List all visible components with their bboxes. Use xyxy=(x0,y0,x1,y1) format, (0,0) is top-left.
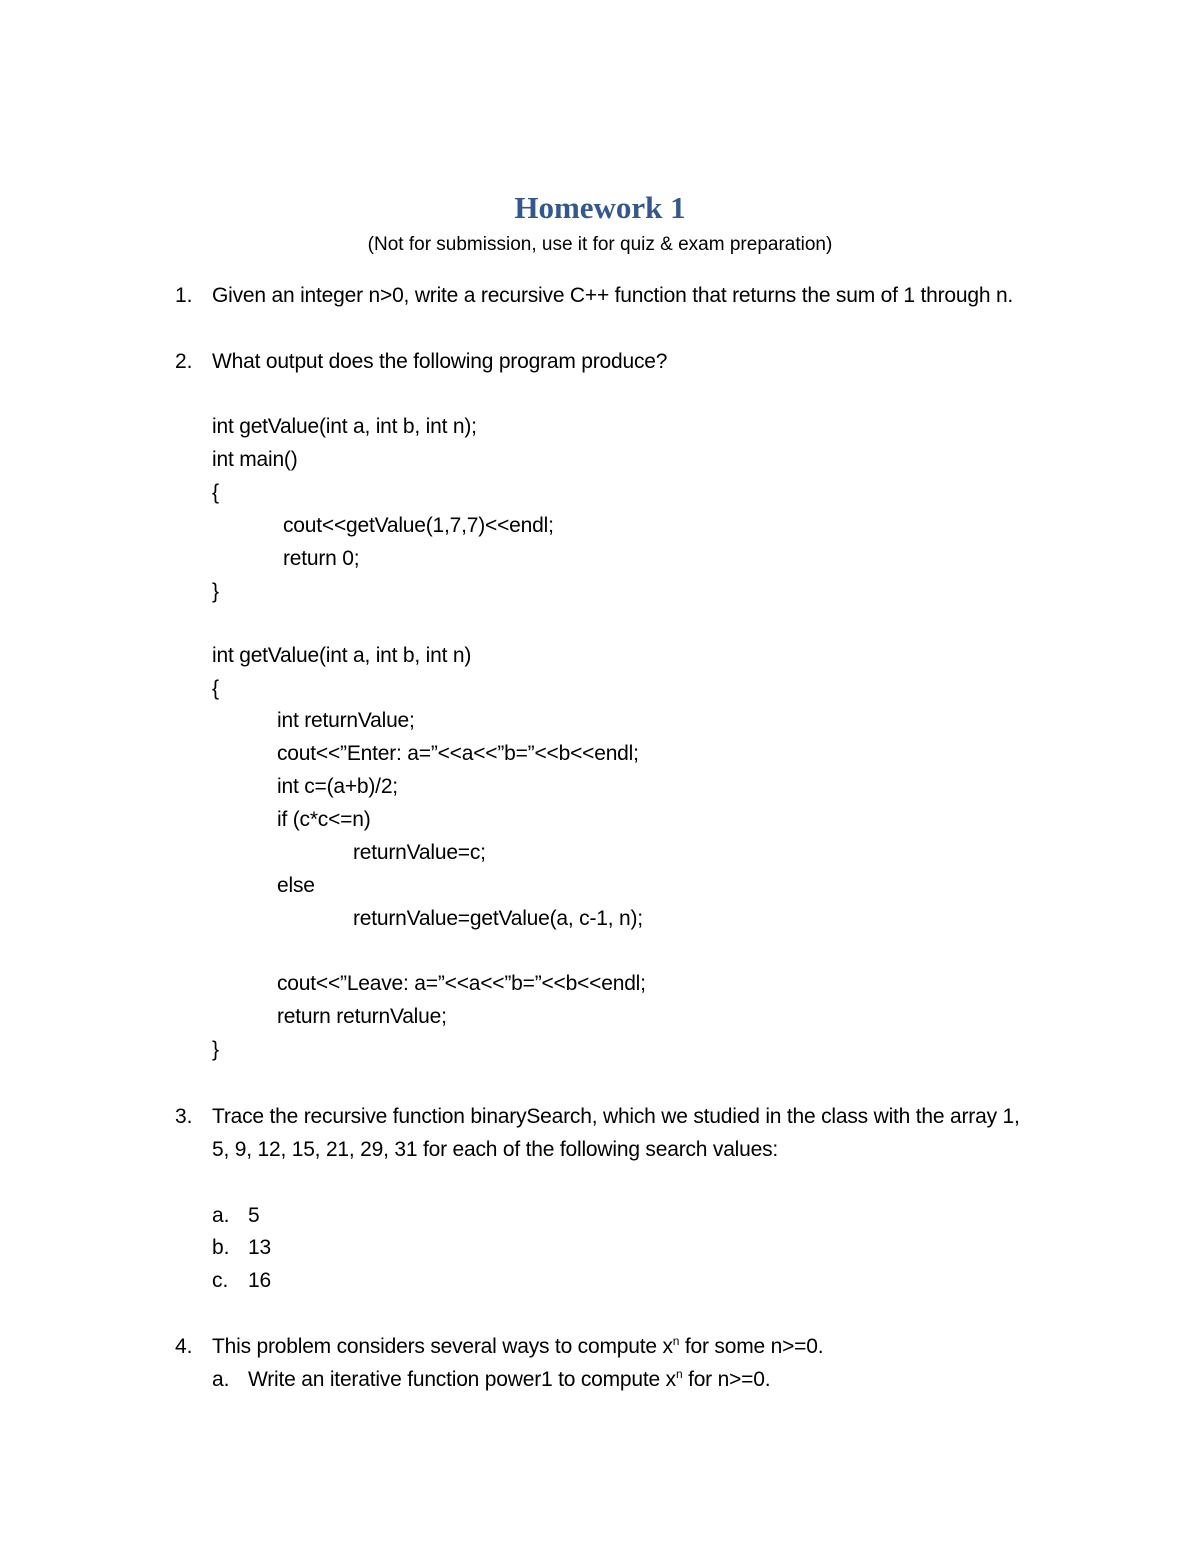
code-line: int main() xyxy=(212,448,298,471)
q1-number: 1. xyxy=(175,284,193,307)
code-line: { xyxy=(212,481,219,504)
code-line: returnValue=getValue(a, c-1, n); xyxy=(353,907,643,930)
q4-part-a-before: Write an iterative function power1 to compute x xyxy=(248,1368,676,1391)
code-line: return 0; xyxy=(283,547,360,570)
code-line: else xyxy=(277,874,315,897)
q3-item-value: 16 xyxy=(248,1269,271,1292)
code-line: int returnValue; xyxy=(277,709,415,732)
code-line: } xyxy=(212,1038,219,1061)
code-line: int c=(a+b)/2; xyxy=(277,775,398,798)
code-line: } xyxy=(212,580,219,603)
q4-part-a-sup: n xyxy=(675,1367,683,1381)
code-line: cout<<”Leave: a=”<<a<<”b=”<<b<<endl; xyxy=(277,972,646,995)
q3-number: 3. xyxy=(175,1105,193,1128)
document-subtitle: (Not for submission, use it for quiz & exam preparation) xyxy=(367,234,833,255)
q2-text: What output does the following program produce? xyxy=(212,350,668,373)
q2-number: 2. xyxy=(175,350,193,373)
q3-text-line1: Trace the recursive function binarySearch, which we studied in the class with the array 1, xyxy=(212,1105,1020,1128)
q3-item-label: c. xyxy=(212,1269,229,1292)
q3-item-label: a. xyxy=(212,1204,230,1227)
q4-text xyxy=(212,1332,823,1362)
code-line: cout<<”Enter: a=”<<a<<”b=”<<b<<endl; xyxy=(277,742,639,765)
code-line: returnValue=c; xyxy=(353,841,486,864)
code-line: { xyxy=(212,677,219,700)
q4-text-sup: n xyxy=(672,1334,680,1348)
document-title: Homework 1 xyxy=(514,190,686,225)
q3-item-value: 5 xyxy=(248,1204,260,1227)
q3-item-label: b. xyxy=(212,1236,230,1259)
code-line: int getValue(int a, int b, int n) xyxy=(212,644,472,667)
q4-part-a-label: a. xyxy=(212,1368,230,1391)
q4-part-a-text xyxy=(248,1365,770,1395)
code-line: if (c*c<=n) xyxy=(277,808,371,831)
q3-text-line2: 5, 9, 12, 15, 21, 29, 31 for each of the following search values: xyxy=(212,1138,779,1161)
code-line: int getValue(int a, int b, int n); xyxy=(212,415,477,438)
q4-number: 4. xyxy=(175,1335,193,1358)
q3-item-value: 13 xyxy=(248,1236,271,1259)
q4-part-a-after: for n>=0. xyxy=(688,1368,771,1391)
code-line: return returnValue; xyxy=(277,1005,447,1028)
q1-text: Given an integer n>0, write a recursive C++ function that returns the sum of 1 through n. xyxy=(212,284,1014,307)
code-line: cout<<getValue(1,7,7)<<endl; xyxy=(283,514,554,537)
q4-text-before: This problem considers several ways to compute x xyxy=(212,1335,673,1358)
q4-text-after: for some n>=0. xyxy=(684,1335,824,1358)
